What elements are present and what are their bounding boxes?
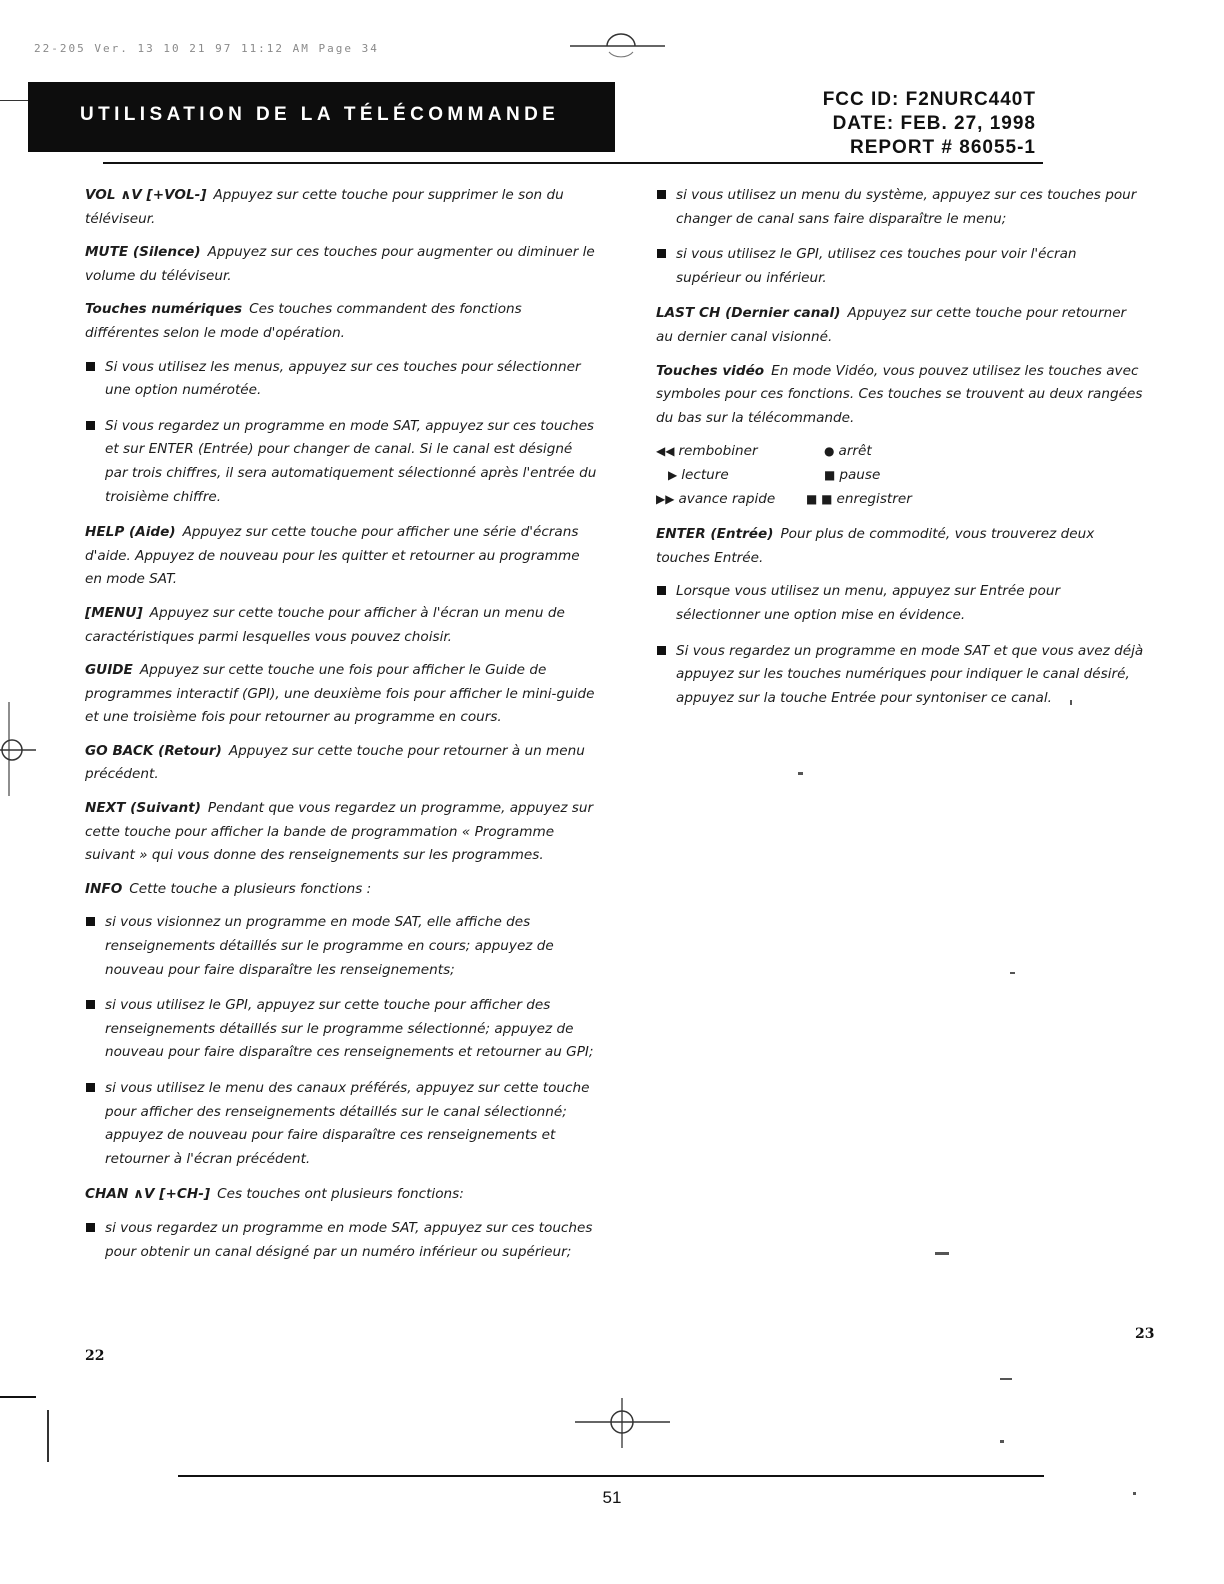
fcc-block: [823, 88, 1036, 160]
paragraph: [656, 360, 1144, 431]
paragraph-text: Appuyez sur cette touche pour retourner à un menu précédent.: [85, 742, 585, 783]
paragraph: [85, 298, 597, 345]
scan-speck: [798, 772, 803, 775]
video-key-label: avance rapide: [678, 490, 776, 507]
fcc-id-line: FCC ID: F2NURC440T: [822, 89, 1036, 110]
key-term: INFO: [85, 880, 123, 897]
bullet-item: [656, 580, 1144, 627]
paragraph-text: En mode Vidéo, vous pouvez utilisez les touches avec symboles pour ces fonctions. Ces touches se trouvent au deux rangées du bas sur la télécommande.: [656, 362, 1143, 426]
bullet-item: [85, 1217, 597, 1264]
bullet-text: si vous utilisez le GPI, appuyez sur cette touche pour afficher des renseignements détaillés sur le programme sélectionné; appuyez de nouveau pour faire disparaître ces renseignements et retourner au GPI;: [105, 997, 594, 1061]
video-key-record: [806, 488, 964, 512]
rewind-icon: ◀◀: [656, 444, 675, 459]
paragraph-text: Appuyez sur cette touche pour supprimer le son du téléviseur.: [85, 187, 564, 227]
paragraph-text: Ces touches ont plusieurs fonctions:: [217, 1186, 464, 1203]
paragraph: [85, 521, 597, 592]
paragraph: [85, 602, 597, 649]
paragraph-text: Appuyez sur cette touche pour afficher à l'écran un menu de caractéristiques parmi lesquelles vous pouvez choisir.: [85, 604, 565, 645]
scan-speck: [1010, 972, 1015, 974]
paragraph-text: Appuyez sur ces touches pour augmenter ou diminuer le volume du téléviseur.: [85, 244, 595, 284]
square-bullet-icon: [657, 586, 666, 595]
registration-mark-top: [565, 30, 675, 80]
video-key-label: arrêt: [838, 443, 872, 460]
paragraph: [656, 523, 1144, 570]
paragraph: [85, 740, 597, 787]
scan-speck: [1133, 1492, 1136, 1495]
bullet-text: si vous visionnez un programme en mode SAT, elle affiche des renseignements détaillés sur le programme en cours; appuyez de nouveau pour faire disparaître les renseignements;: [105, 914, 554, 978]
bullet-text: Lorsque vous utilisez un menu, appuyez sur Entrée pour sélectionner une option mise en évidence.: [676, 583, 1061, 623]
scan-speck: [935, 1252, 949, 1255]
square-bullet-icon: [86, 362, 95, 371]
square-bullet-icon: [657, 249, 666, 258]
key-term: VOL ∧V [+VOL-]: [85, 187, 207, 203]
section-title-bar: [28, 82, 615, 152]
pause-icon: ■: [824, 467, 836, 482]
video-key-label: lecture: [681, 466, 729, 483]
fcc-report-line: REPORT # 86055-1: [849, 137, 1036, 158]
bullet-item: [85, 415, 597, 509]
paragraph: [85, 241, 597, 288]
paragraph: [85, 878, 597, 902]
key-term: CHAN ∧V [+CH-]: [85, 1186, 211, 1203]
paragraph-text: Appuyez sur cette touche une fois pour afficher le Guide de programmes interactif (GPI), une deuxième fois pour afficher le mini-guide et une troisième fois pour retourner au programme en cours.: [85, 662, 595, 726]
print-slug: 22-205 Ver. 13 10 21 97 11:12 AM Page 34: [34, 42, 379, 55]
header-rule: [103, 162, 1043, 164]
bullet-text: Si vous regardez un programme en mode SAT et que vous avez déjà appuyez sur les touches numériques pour indiquer le canal désiré, appuyez sur la touche Entrée pour syntoniser ce canal.: [676, 642, 1144, 706]
page-number-right: 23: [1135, 1326, 1155, 1342]
key-term: LAST CH (Dernier canal): [656, 305, 841, 322]
bullet-item: [85, 356, 597, 403]
paragraph-text: Ces touches commandent des fonctions différentes selon le mode d'opération.: [85, 301, 522, 341]
square-bullet-icon: [86, 917, 95, 926]
bullet-text: si vous utilisez le GPI, utilisez ces touches pour voir l'écran supérieur ou inférieur.: [676, 246, 1077, 286]
key-term: MUTE (Silence): [85, 244, 201, 261]
square-bullet-icon: [86, 1000, 95, 1009]
paragraph: [85, 1183, 597, 1207]
key-term: NEXT (Suivant): [85, 800, 201, 817]
play-icon: ▶: [668, 467, 678, 482]
scan-speck: [1000, 1440, 1004, 1443]
bullet-item: [85, 911, 597, 982]
video-keys-grid: [656, 440, 1144, 511]
video-key-label: pause: [839, 466, 881, 483]
scan-speck: [1070, 700, 1072, 705]
key-term: Touches numériques: [85, 301, 243, 318]
square-bullet-icon: [86, 1083, 95, 1092]
square-bullet-icon: [86, 1223, 95, 1232]
square-bullet-icon: [657, 190, 666, 199]
left-column: [85, 184, 597, 1276]
left-margin-rule: [0, 100, 30, 101]
key-term: HELP (Aide): [85, 524, 176, 541]
record-icon: ■ ■: [806, 491, 833, 506]
paragraph-text: Appuyez sur cette touche pour afficher une série d'écrans d'aide. Appuyez de nouveau pour les quitter et retourner au programme en mode SAT.: [85, 524, 580, 588]
section-title: UTILISATION DE LA TÉLÉCOMMANDE: [80, 104, 560, 125]
paragraph: [85, 797, 597, 868]
video-key-pause: [824, 464, 964, 488]
video-key-fast-forward: [656, 488, 824, 512]
bottom-left-vertical-mark: [47, 1410, 49, 1462]
scan-speck: [1000, 1378, 1012, 1380]
video-key-rewind: [656, 440, 824, 464]
footer-rule: [178, 1475, 1044, 1477]
bullet-item: [656, 243, 1144, 290]
paragraph: [85, 659, 597, 730]
key-term: Touches vidéo: [656, 362, 765, 379]
bullet-item: [85, 994, 597, 1065]
square-bullet-icon: [86, 421, 95, 430]
video-key-label: rembobiner: [678, 443, 758, 460]
bottom-left-mark: [0, 1396, 36, 1398]
paragraph-text: Pour plus de commodité, vous trouverez deux touches Entrée.: [656, 526, 1095, 566]
footer-page-number: 51: [602, 1488, 622, 1507]
key-term: ENTER (Entrée): [656, 526, 774, 543]
paragraph-text: Cette touche a plusieurs fonctions :: [129, 880, 372, 897]
paragraph-text: Pendant que vous regardez un programme, appuyez sur cette touche pour afficher la bande de programmation « Programme suivant » qui vous donne des renseignements sur les programmes.: [85, 800, 594, 864]
bullet-text: si vous utilisez un menu du système, appuyez sur ces touches pour changer de canal sans faire disparaître le menu;: [676, 187, 1137, 227]
video-key-label: enregistrer: [836, 490, 912, 507]
registration-mark-bottom: [570, 1396, 680, 1452]
bullet-text: si vous utilisez le menu des canaux préférés, appuyez sur cette touche pour afficher des renseignements détaillés sur le canal sélectionné; appuyez de nouveau pour faire disparaître ces renseignements et retourner à l'écran précédent.: [105, 1080, 590, 1167]
registration-mark-left: [0, 700, 40, 800]
bullet-text: Si vous regardez un programme en mode SAT, appuyez sur ces touches et sur ENTER (Entrée) pour changer de canal. Si le canal est désigné par trois chiffres, il sera automatiquement sélectionné après l'entrée du troisième chiffre.: [105, 417, 597, 505]
paragraph: [656, 302, 1144, 349]
fcc-date-line: DATE: FEB. 27, 1998: [832, 113, 1036, 134]
video-key-play: [656, 464, 824, 488]
bullet-text: si vous regardez un programme en mode SAT, appuyez sur ces touches pour obtenir un canal désigné par un numéro inférieur ou supérieur;: [105, 1219, 593, 1260]
right-column: [656, 184, 1144, 722]
square-bullet-icon: [657, 646, 666, 655]
bullet-item: [85, 1077, 597, 1171]
video-key-stop: [824, 440, 964, 464]
paragraph-text: Appuyez sur cette touche pour retourner au dernier canal visionné.: [656, 305, 1127, 345]
page-number-left: 22: [85, 1348, 105, 1364]
bullet-item: [656, 184, 1144, 231]
stop-icon: ●: [824, 444, 835, 459]
bullet-text: Si vous utilisez les menus, appuyez sur ces touches pour sélectionner une option numérotée.: [105, 358, 581, 399]
key-term: GO BACK (Retour): [85, 742, 222, 759]
fast-forward-icon: ▶▶: [656, 491, 675, 506]
key-term: GUIDE: [85, 662, 133, 679]
key-term: [MENU]: [85, 604, 143, 621]
paragraph: [85, 184, 597, 231]
